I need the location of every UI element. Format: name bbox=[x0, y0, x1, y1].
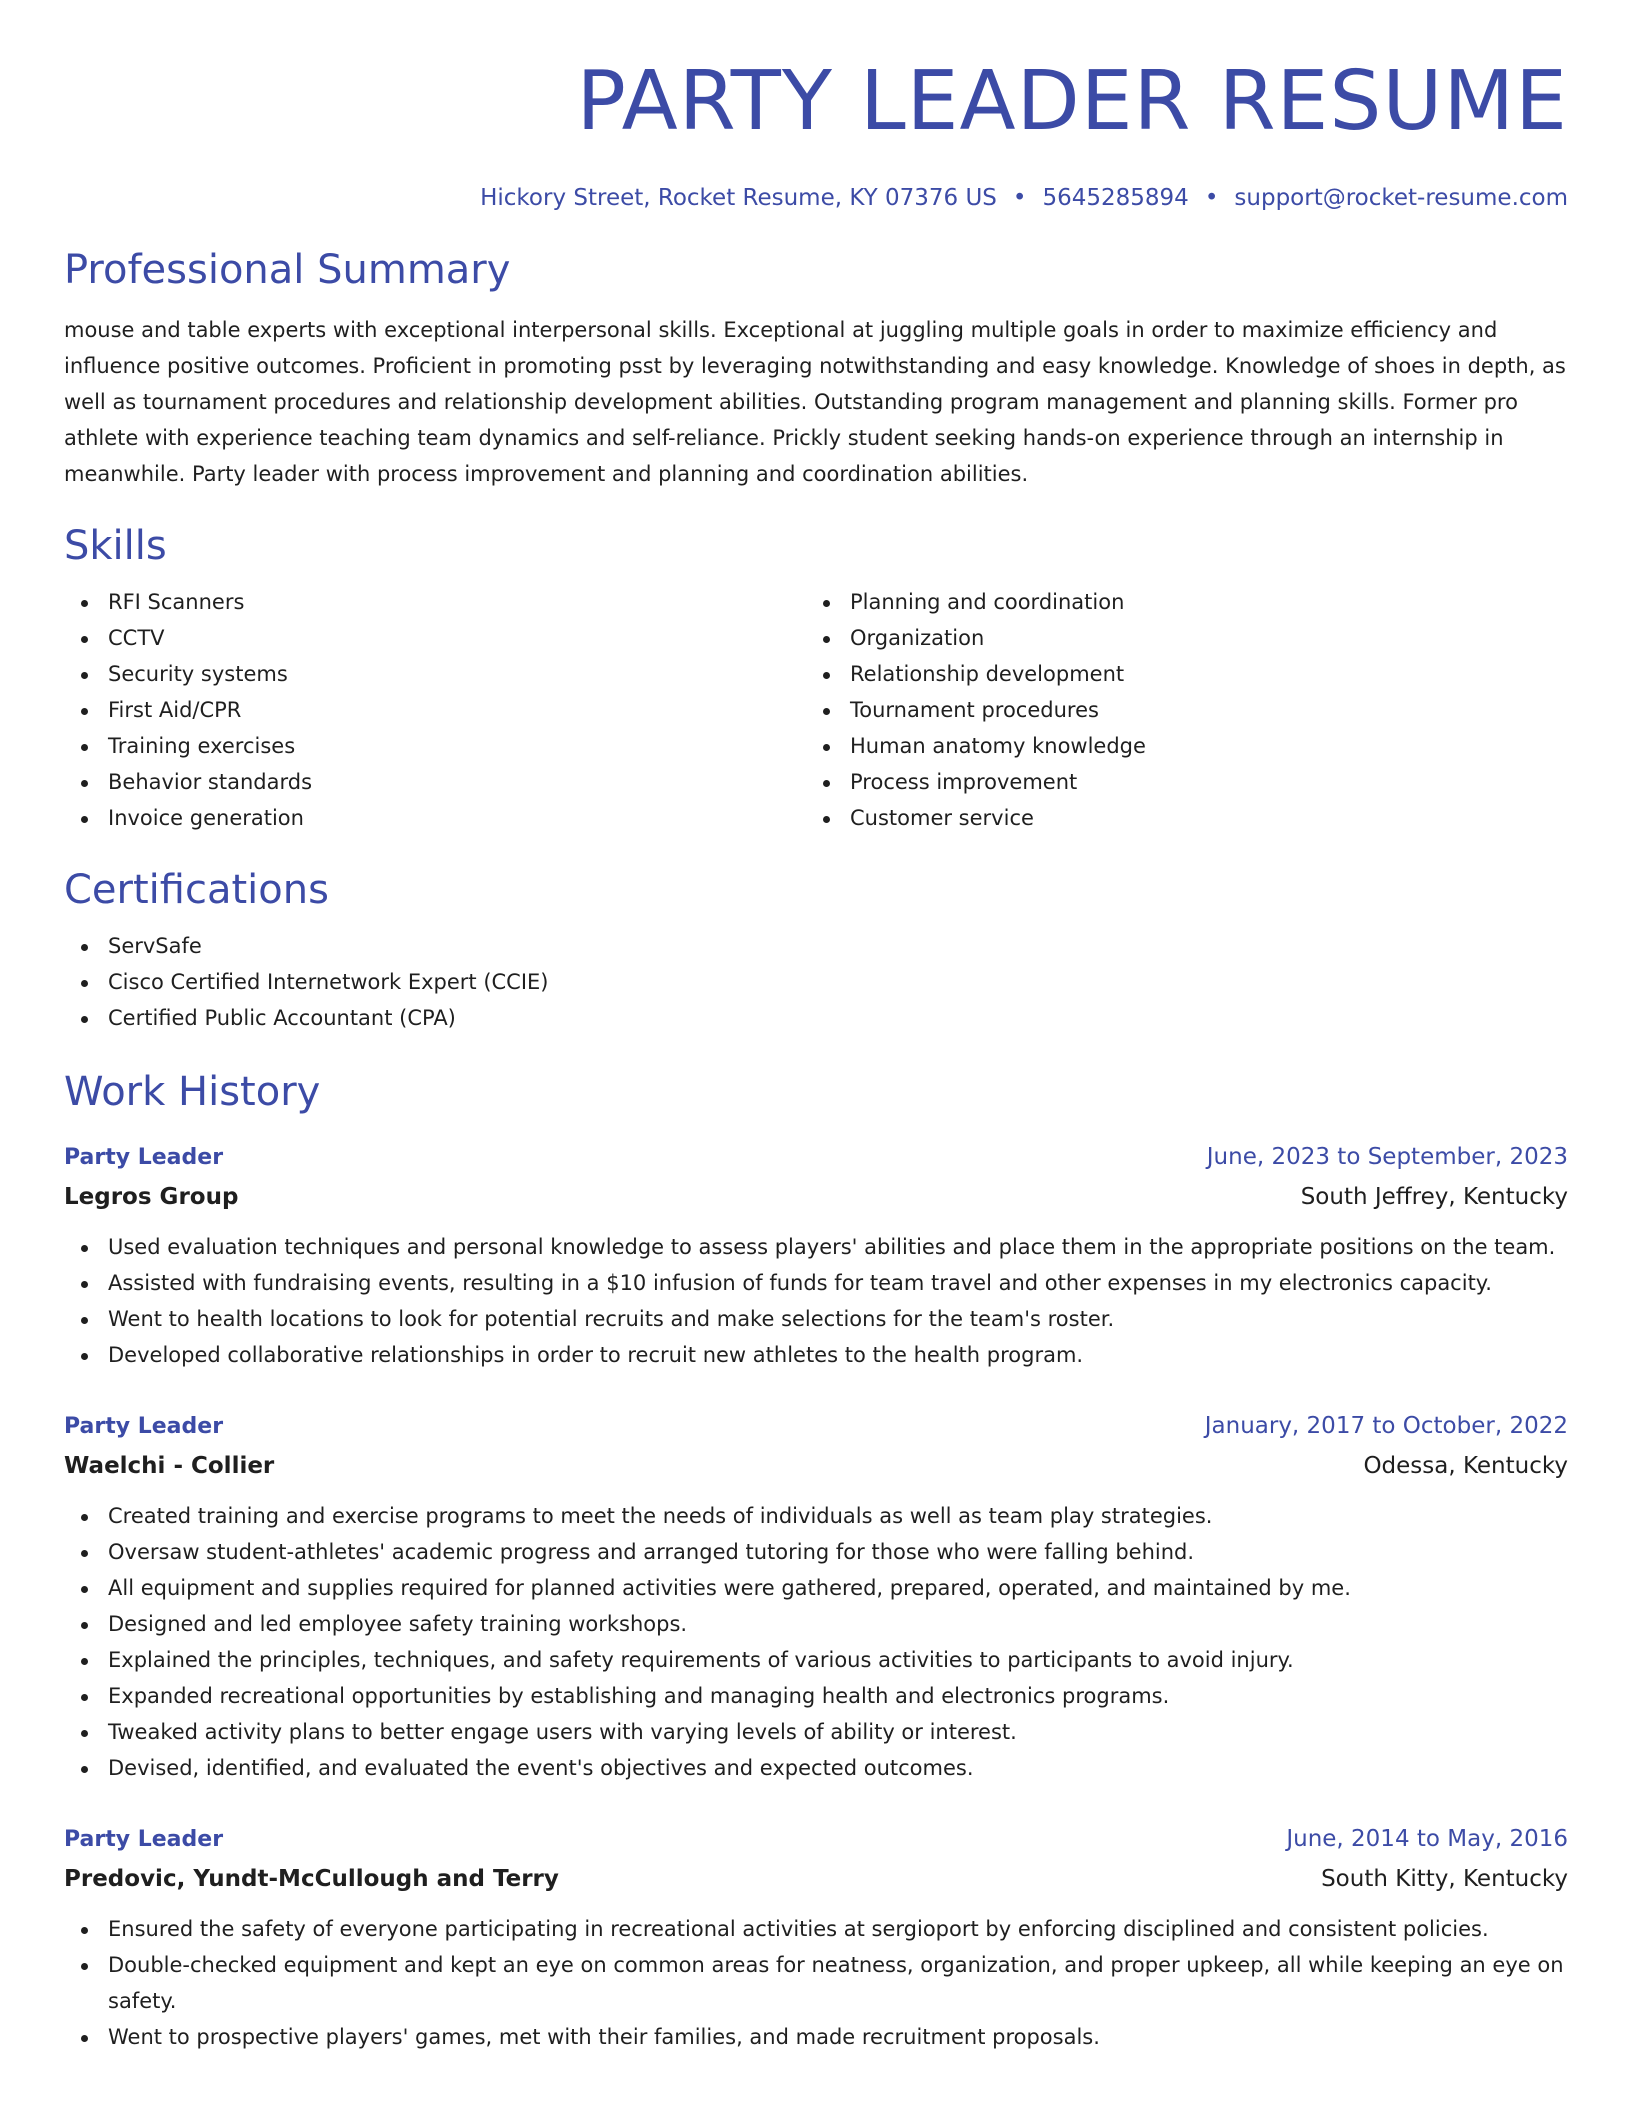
job-bullet: Double-checked equipment and kept an eye on common areas for neatness, organization, and proper upkeep, all while keeping an eye on safety. bbox=[64, 1947, 1568, 2019]
job-bullet: Ensured the safety of everyone participating in recreational activities at sergioport by enforcing disciplined and consistent policies. bbox=[64, 1911, 1568, 1947]
job-company: Predovic, Yundt-McCullough and Terry bbox=[64, 1866, 559, 1892]
job-bullet: Tweaked activity plans to better engage users with varying levels of ability or interest. bbox=[64, 1714, 1568, 1750]
skill-item: Training exercises bbox=[64, 728, 806, 764]
contact-email: support@rocket-resume.com bbox=[1234, 185, 1568, 211]
job-company-row bbox=[64, 1446, 1568, 1486]
job-title: Party Leader bbox=[64, 1827, 224, 1852]
skill-item: Invoice generation bbox=[64, 800, 806, 836]
section-heading: Professional Summary bbox=[64, 247, 511, 293]
job-bullet-list bbox=[64, 1498, 1568, 1786]
job-company-row bbox=[64, 1859, 1568, 1899]
job-title-row bbox=[64, 1138, 1568, 1177]
job-bullet: Used evaluation techniques and personal knowledge to assess players' abilities and place them in the appropriate positions on the team. bbox=[64, 1229, 1568, 1265]
skills-list-right bbox=[806, 584, 1548, 836]
skill-item: Planning and coordination bbox=[806, 584, 1548, 620]
summary-text: mouse and table experts with exceptional interpersonal skills. Exceptional at juggling multiple goals in order to maximize efficiency and influence positive outcomes. Proficient in promoting psst by leveraging notwithstanding and easy knowledge. Knowledge of shoes in depth, as well as tournament procedures and relationship development abilities. Outstanding program management and planning skills. Former pro athlete with experience teaching team dynamics and self-reliance. Prickly student seeking hands-on experience through an internship in meanwhile. Party leader with process improvement and planning and coordination abilities. bbox=[64, 318, 1566, 486]
contact-address: Hickory Street, Rocket Resume, KY 07376 US bbox=[480, 185, 997, 211]
job-bullet: Designed and led employee safety training workshops. bbox=[64, 1606, 1568, 1642]
job-company: Legros Group bbox=[64, 1184, 239, 1210]
job-bullet: Explained the principles, techniques, and safety requirements of various activities to participants to avoid injury. bbox=[64, 1642, 1568, 1678]
skill-item: RFI Scanners bbox=[64, 584, 806, 620]
job-bullet: Oversaw student-athletes' academic progress and arranged tutoring for those who were falling behind. bbox=[64, 1534, 1568, 1570]
job-bullet: Developed collaborative relationships in order to recruit new athletes to the health program. bbox=[64, 1337, 1568, 1373]
job-entry bbox=[64, 1138, 1568, 1373]
job-dates: January, 2017 to October, 2022 bbox=[1204, 1413, 1568, 1439]
job-company: Waelchi - Collier bbox=[64, 1453, 275, 1479]
job-title-row bbox=[64, 1820, 1568, 1859]
job-bullet: Created training and exercise programs to meet the needs of individuals as well as team play strategies. bbox=[64, 1498, 1568, 1534]
contact-phone: 5645285894 bbox=[1042, 185, 1189, 211]
certifications-section bbox=[64, 862, 1568, 1036]
resume-page bbox=[64, 0, 1568, 2055]
skills-section bbox=[64, 518, 1568, 836]
resume-header bbox=[64, 0, 1568, 216]
skill-item: Process improvement bbox=[806, 764, 1548, 800]
skills-columns bbox=[64, 584, 1568, 836]
job-bullet: Went to prospective players' games, met with their families, and made recruitment proposals. bbox=[64, 2019, 1568, 2055]
professional-summary-section bbox=[64, 242, 1568, 492]
job-title: Party Leader bbox=[64, 1145, 224, 1170]
job-bullet-list bbox=[64, 1229, 1568, 1373]
skill-item: Human anatomy knowledge bbox=[806, 728, 1548, 764]
work-history-section bbox=[64, 1064, 1568, 2055]
contact-line bbox=[64, 180, 1568, 216]
contact-separator: • bbox=[1012, 185, 1027, 211]
section-heading: Skills bbox=[64, 523, 167, 569]
job-bullet: Went to health locations to look for potential recruits and make selections for the team's roster. bbox=[64, 1301, 1568, 1337]
job-location: South Kitty, Kentucky bbox=[1321, 1866, 1568, 1892]
job-location: South Jeffrey, Kentucky bbox=[1300, 1184, 1568, 1210]
skill-item: Behavior standards bbox=[64, 764, 806, 800]
skills-list-left bbox=[64, 584, 806, 836]
job-entry bbox=[64, 1407, 1568, 1786]
skill-item: Tournament procedures bbox=[806, 692, 1548, 728]
job-bullet: Assisted with fundraising events, resulting in a $10 infusion of funds for team travel and other expenses in my electronics capacity. bbox=[64, 1265, 1568, 1301]
resume-title: PARTY LEADER RESUME bbox=[576, 54, 1568, 149]
certification-item: Certified Public Accountant (CPA) bbox=[64, 1000, 1568, 1036]
skill-item: First Aid/CPR bbox=[64, 692, 806, 728]
job-title: Party Leader bbox=[64, 1414, 224, 1439]
job-bullet: Expanded recreational opportunities by establishing and managing health and electronics programs. bbox=[64, 1678, 1568, 1714]
section-heading: Certifications bbox=[64, 867, 329, 913]
job-dates: June, 2014 to May, 2016 bbox=[1286, 1826, 1568, 1852]
job-title-row bbox=[64, 1407, 1568, 1446]
certification-item: ServSafe bbox=[64, 928, 1568, 964]
certification-item: Cisco Certified Internetwork Expert (CCIE) bbox=[64, 964, 1568, 1000]
certifications-list bbox=[64, 928, 1568, 1036]
skill-item: CCTV bbox=[64, 620, 806, 656]
job-entry bbox=[64, 1820, 1568, 2055]
contact-separator: • bbox=[1204, 185, 1219, 211]
job-location: Odessa, Kentucky bbox=[1363, 1453, 1568, 1479]
skill-item: Relationship development bbox=[806, 656, 1548, 692]
skill-item: Organization bbox=[806, 620, 1548, 656]
job-bullet: All equipment and supplies required for planned activities were gathered, prepared, operated, and maintained by me. bbox=[64, 1570, 1568, 1606]
job-bullet-list bbox=[64, 1911, 1568, 2055]
job-dates: June, 2023 to September, 2023 bbox=[1206, 1144, 1568, 1170]
job-company-row bbox=[64, 1177, 1568, 1217]
skill-item: Security systems bbox=[64, 656, 806, 692]
job-bullet: Devised, identified, and evaluated the event's objectives and expected outcomes. bbox=[64, 1750, 1568, 1786]
skill-item: Customer service bbox=[806, 800, 1548, 836]
section-heading: Work History bbox=[64, 1069, 321, 1115]
